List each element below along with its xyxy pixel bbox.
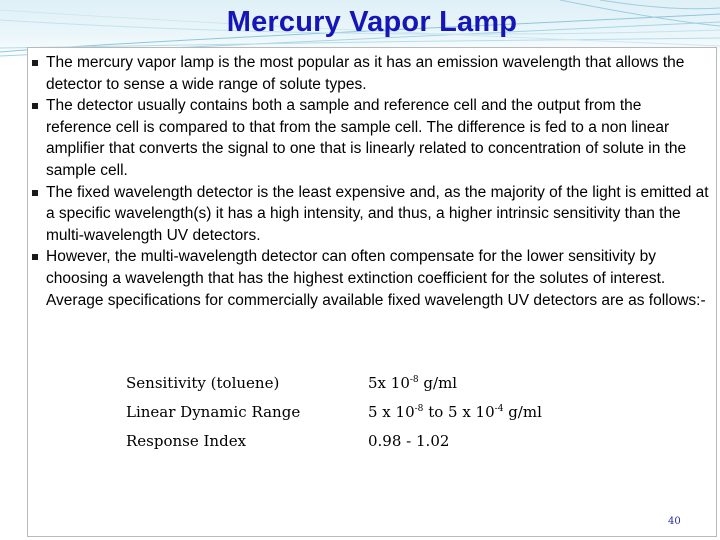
bullet-text: The fixed wavelength detector is the least expensive and, as the majority of the light is emitted at a specific wavelength(s) it has a high intensity, and thus, a higher intrinsic sensitivity than the multi-wavelength UV detectors. [46,183,709,244]
spec-value [368,403,542,421]
spec-value-unit: g/ml [503,403,542,421]
spec-value-exponent: -8 [409,375,419,385]
spec-value-unit: g/ml [418,374,458,392]
spec-value-exponent: -4 [494,404,504,414]
bullet-text: The mercury vapor lamp is the most popular as it has an emission wavelength that allows the detector to sense a wide range of solute types. [46,54,685,93]
slide-title: Mercury Vapor Lamp [226,6,518,38]
spec-value-text: 0.98 - 1.02 [368,432,450,450]
bullet-item [30,246,710,311]
spec-value-text: to 5 x 10 [423,403,495,421]
spec-label: Response Index [126,432,247,450]
spec-value-exponent: -8 [414,404,424,414]
spec-label: Sensitivity (toluene) [126,374,280,392]
bullet-text: The detector usually contains both a sample and reference cell and the output from the reference cell is compared to that from the sample cell. The difference is fed to a non linear amplifier that converts the signal to one that is linearly related to concentration of solute in the sample cell. [46,97,687,179]
spec-value-text: 5 x 10 [368,403,415,421]
spec-value-text: 5x 10 [368,374,410,392]
square-bullet-icon [32,60,38,66]
spec-label: Linear Dynamic Range [126,403,301,421]
bullet-item [30,95,710,181]
bullet-item [30,52,710,95]
square-bullet-icon [32,103,38,109]
bullet-list [30,52,710,311]
square-bullet-icon [32,190,38,196]
page-number: 40 [668,516,681,527]
bullet-text: However, the multi-wavelength detector can often compensate for the lower sensitivity by choosing a wavelength that has the highest extinction coefficient for the solutes of interest. Average specifications for commercially available fixed wavelength UV detectors are as follows:- [46,248,706,309]
spec-value [368,432,449,450]
spec-value [368,374,457,392]
square-bullet-icon [32,254,38,260]
bullet-item [30,182,710,247]
